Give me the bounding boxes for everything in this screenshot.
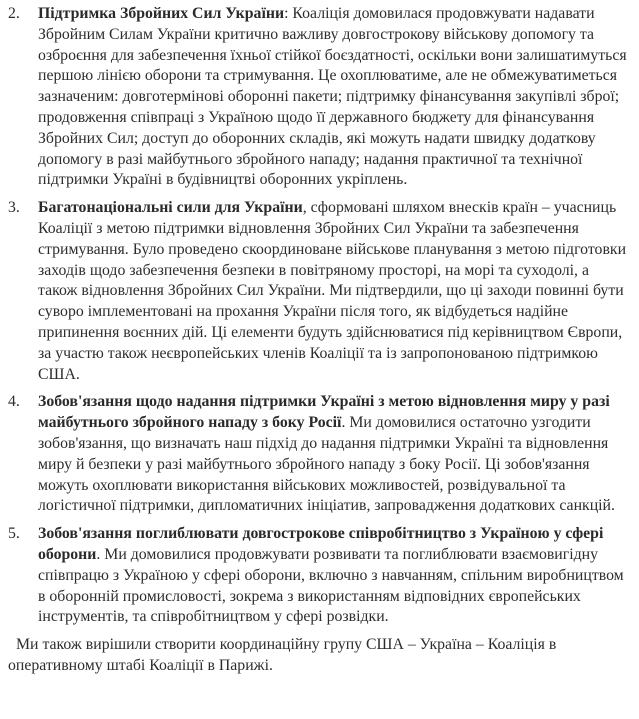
list-item-heading: Багатонаціональні сили для України bbox=[38, 199, 303, 217]
list-item-heading: Зобов'язання щодо надання підтримки Україні з метою відновлення миру у разі майбутнього збройного нападу з боку Росії bbox=[38, 393, 610, 432]
list-item-number: 5. bbox=[8, 525, 20, 543]
list-item-text bbox=[38, 524, 630, 628]
list-item-heading: Підтримка Збройних Сил України bbox=[38, 5, 285, 22]
list-item-number: 4. bbox=[8, 393, 20, 411]
list-item-3 bbox=[8, 198, 630, 385]
list-item-body: . Ми домовилися продовжувати розвивати та поглиблювати взаємовигідну співпрацю з Україною у сфері оборони, включно з навчанням, спільним виробництвом в оборонній промисловості, зокрема з використанням відповідних європейських інструментів, та співробітництвом у сфері розвідки. bbox=[38, 545, 624, 626]
list-item-text bbox=[38, 4, 630, 191]
list-item-body: , сформовані шляхом внесків країн – учасниць Коаліції з метою підтримки відновлення Збройних Сил України та забезпечення стримування. Було проведено скоординоване військове планування з метою підготовки заходів щодо забезпечення безпеки в повітряному просторі, на морі та суходолі, а також відновлення Збройних Сил України. Ми підтвердили, що ці заходи повинні бути суворо імплементовані на прохання України після того, як відбудеться надійне припинення воєнних дій. Ці елементи будуть здійснюватися під керівництвом Європи, за участю також неєвропейських членів Коаліції та із запропонованою підтримкою США. bbox=[38, 199, 627, 383]
list-item-5 bbox=[8, 524, 630, 628]
closing-paragraph: Ми також вирішили створити координаційну групу США – Україна – Коаліція в оперативному штабі Коаліції в Парижі. bbox=[8, 636, 557, 674]
list-item-text bbox=[38, 392, 630, 517]
list-item-number: 3. bbox=[8, 199, 20, 217]
list-item-4 bbox=[8, 392, 630, 517]
list-item-number: 2. bbox=[8, 5, 20, 22]
list-item-body: : Коаліція домовилася продовжувати надавати Збройним Силам України критично важливу довгострокову військову допомогу та озброєння для забезпечення їхньої стійкої боєздатності, оскільки вони залишатимуться першою лінією оборони та стримування. Це охоплюватиме, але не обмежуватиметься зазначеним: довготермінові оборонні пакети; підтримку фінансування закупівлі зброї; продовження співпраці з Україною щодо її державного бюджету для фінансування Збройних Сил; доступ до оборонних складів, які можуть надати швидку додаткову допомогу в разі майбутнього збройного нападу; надання практичної та технічної підтримки Україні в будівництві оборонних укріплень. bbox=[38, 5, 627, 189]
list-item-heading: Зобов'язання поглиблювати довгострокове співробітництво з Україною у сфері оборони bbox=[38, 525, 604, 563]
list-item-2 bbox=[8, 4, 630, 191]
list-item-body: . Ми домовилися остаточно узгодити зобов'язання, що визначать наш підхід до надання підтримки Україні та відновлення миру й безпеки у разі майбутнього збройного нападу з боку Росії. Ці зобов'язання можуть охоплювати використання військових можливостей, розвідувальної та логістичної підтримки, дипломатичних ініціатив, запровадження додаткових санкцій. bbox=[38, 414, 615, 515]
list-item-text bbox=[38, 198, 630, 385]
